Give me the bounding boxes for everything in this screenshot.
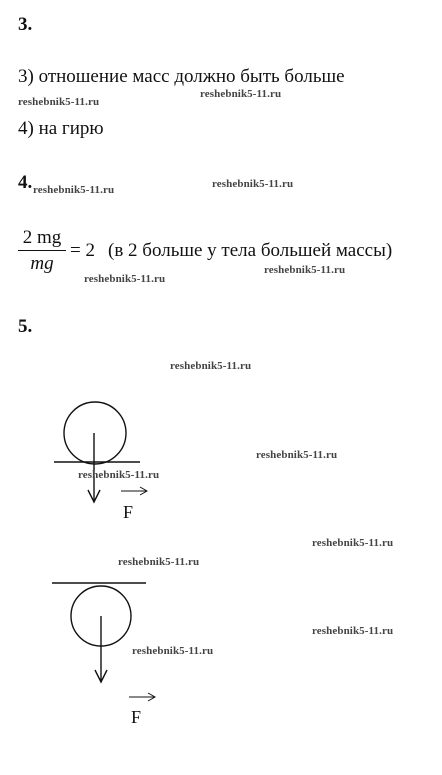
watermark: reshebnik5-11.ru bbox=[78, 469, 160, 481]
section-3-number: 3. bbox=[18, 14, 33, 35]
ball-1 bbox=[64, 402, 126, 464]
answer-3: 3) отношение масс должно быть больше bbox=[18, 66, 345, 87]
section-5-number: 5. bbox=[18, 316, 33, 337]
diagram-2 bbox=[52, 583, 155, 701]
watermark: reshebnik5-11.ru bbox=[312, 537, 394, 549]
fraction-note: (в 2 больше у тела большей массы) bbox=[108, 240, 393, 261]
watermark: reshebnik5-11.ru bbox=[132, 645, 214, 657]
section-4-number: 4. bbox=[18, 172, 33, 193]
watermark: reshebnik5-11.ru bbox=[18, 96, 100, 108]
watermark: reshebnik5-11.ru bbox=[312, 625, 394, 637]
fraction-numerator: 2 mg bbox=[22, 227, 62, 248]
watermark: reshebnik5-11.ru bbox=[84, 273, 166, 285]
answer-4: 4) на гирю bbox=[18, 118, 104, 139]
force-label-1: F bbox=[123, 502, 134, 522]
watermark: reshebnik5-11.ru bbox=[200, 88, 282, 100]
watermark: reshebnik5-11.ru bbox=[33, 184, 115, 196]
watermark: reshebnik5-11.ru bbox=[264, 264, 346, 276]
watermark: reshebnik5-11.ru bbox=[212, 178, 294, 190]
watermark: reshebnik5-11.ru bbox=[256, 449, 338, 461]
diagram-1 bbox=[54, 402, 147, 502]
watermark: reshebnik5-11.ru bbox=[118, 556, 200, 568]
force-label-2: F bbox=[131, 707, 142, 727]
fraction-denominator: mg bbox=[30, 253, 54, 274]
watermark: reshebnik5-11.ru bbox=[170, 360, 252, 372]
fraction-result: = 2 bbox=[70, 240, 95, 261]
